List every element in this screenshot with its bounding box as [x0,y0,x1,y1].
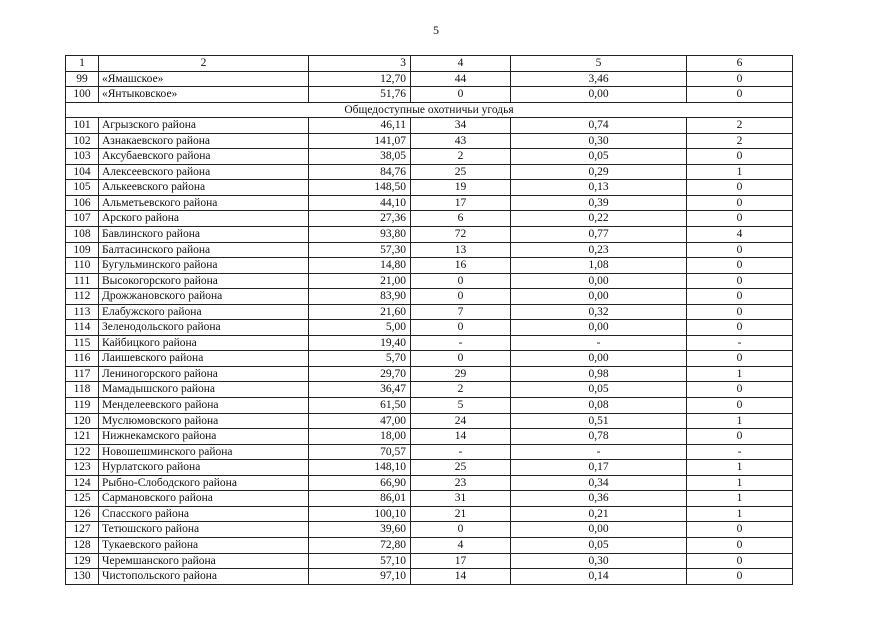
quota-value: - [687,444,793,460]
row-number: 119 [66,398,99,414]
area-value: 46,11 [309,118,411,134]
quota-value: 0 [687,195,793,211]
row-number: 125 [66,491,99,507]
row-number: 99 [66,71,99,87]
row-number: 111 [66,273,99,289]
density-value: 0,23 [511,242,687,258]
entity-name: «Ямашское» [99,71,309,87]
entity-name: Рыбно-Слободского района [99,475,309,491]
table-row [66,304,793,320]
table-row [66,491,793,507]
count-value: 72 [411,227,511,243]
area-value: 5,70 [309,351,411,367]
entity-name: Балтасинского района [99,242,309,258]
table-row [66,444,793,460]
density-value: 0,00 [511,320,687,336]
count-value: 0 [411,87,511,103]
row-number: 129 [66,553,99,569]
count-value: 13 [411,242,511,258]
entity-name: Бавлинского района [99,227,309,243]
density-value: 0,32 [511,304,687,320]
count-value: 23 [411,475,511,491]
row-number: 128 [66,537,99,553]
count-value: 7 [411,304,511,320]
density-value: 1,08 [511,258,687,274]
table-row [66,522,793,538]
density-value: 0,05 [511,149,687,165]
quota-value: 2 [687,133,793,149]
row-number: 112 [66,289,99,305]
entity-name: Высокогорского района [99,273,309,289]
count-value: 31 [411,491,511,507]
density-value: 0,30 [511,553,687,569]
entity-name: Бугульминского района [99,258,309,274]
header-cell: 1 [66,56,99,72]
table-row [66,227,793,243]
table-row [66,195,793,211]
row-number: 117 [66,366,99,382]
row-number: 118 [66,382,99,398]
area-value: 148,10 [309,460,411,476]
table-row [66,537,793,553]
table-row [66,553,793,569]
area-value: 141,07 [309,133,411,149]
row-number: 121 [66,429,99,445]
density-value: 3,46 [511,71,687,87]
area-value: 47,00 [309,413,411,429]
count-value: 14 [411,429,511,445]
density-value: 0,08 [511,398,687,414]
count-value: 25 [411,164,511,180]
entity-name: Тукаевского района [99,537,309,553]
header-cell: 2 [99,56,309,72]
quota-value: 1 [687,475,793,491]
row-number: 102 [66,133,99,149]
quota-value: 0 [687,71,793,87]
quota-value: 0 [687,537,793,553]
density-value: 0,21 [511,506,687,522]
density-value: 0,13 [511,180,687,196]
row-number: 108 [66,227,99,243]
area-value: 93,80 [309,227,411,243]
density-value: 0,51 [511,413,687,429]
table-row [66,118,793,134]
row-number: 106 [66,195,99,211]
entity-name: Аксубаевского района [99,149,309,165]
table-row [66,289,793,305]
table-row [66,351,793,367]
table-row [66,149,793,165]
area-value: 5,00 [309,320,411,336]
density-value: 0,00 [511,273,687,289]
quota-value: 0 [687,180,793,196]
table-row [66,71,793,87]
count-value: 0 [411,320,511,336]
row-number: 100 [66,87,99,103]
count-value: 4 [411,537,511,553]
header-cell: 3 [309,56,411,72]
count-value: - [411,335,511,351]
density-value: 0,77 [511,227,687,243]
table-row [66,242,793,258]
table-row [66,180,793,196]
quota-value: 0 [687,351,793,367]
table-row [66,87,793,103]
quota-value: 0 [687,211,793,227]
table-row [66,211,793,227]
density-value: 0,00 [511,522,687,538]
quota-value: 0 [687,522,793,538]
entity-name: Муслюмовского района [99,413,309,429]
quota-value: 0 [687,320,793,336]
area-value: 21,00 [309,273,411,289]
quota-value: 0 [687,87,793,103]
count-value: 0 [411,273,511,289]
count-value: 0 [411,522,511,538]
row-number: 101 [66,118,99,134]
entity-name: Лениногорского района [99,366,309,382]
count-value: 17 [411,553,511,569]
quota-value: 1 [687,460,793,476]
area-value: 83,90 [309,289,411,305]
table-row [66,335,793,351]
row-number: 116 [66,351,99,367]
section-title: Общедоступные охотничьи угодья [66,102,793,118]
table-row [66,273,793,289]
entity-name: Елабужского района [99,304,309,320]
row-number: 115 [66,335,99,351]
quota-value: 1 [687,491,793,507]
count-value: 29 [411,366,511,382]
header-row [66,56,793,72]
density-value: 0,00 [511,87,687,103]
density-value: 0,22 [511,211,687,227]
entity-name: Алексеевского района [99,164,309,180]
quota-value: 0 [687,569,793,585]
count-value: 2 [411,149,511,165]
area-value: 84,76 [309,164,411,180]
area-value: 39,60 [309,522,411,538]
area-value: 29,70 [309,366,411,382]
density-value: 0,39 [511,195,687,211]
quota-value: 0 [687,304,793,320]
row-number: 124 [66,475,99,491]
row-number: 120 [66,413,99,429]
density-value: 0,00 [511,289,687,305]
entity-name: Черемшанского района [99,553,309,569]
entity-name: Менделеевского района [99,398,309,414]
entity-name: Новошешминского района [99,444,309,460]
area-value: 86,01 [309,491,411,507]
density-value: - [511,444,687,460]
quota-value: 4 [687,227,793,243]
area-value: 38,05 [309,149,411,165]
quota-value: 0 [687,242,793,258]
quota-value: 0 [687,289,793,305]
quota-value: 0 [687,382,793,398]
count-value: 0 [411,289,511,305]
section-row [66,102,793,118]
row-number: 122 [66,444,99,460]
table-row [66,164,793,180]
density-value: 0,74 [511,118,687,134]
table-row [66,569,793,585]
quota-value: 0 [687,553,793,569]
area-value: 36,47 [309,382,411,398]
entity-name: Агрызского района [99,118,309,134]
area-value: 66,90 [309,475,411,491]
count-value: 44 [411,71,511,87]
count-value: 17 [411,195,511,211]
density-value: 0,30 [511,133,687,149]
entity-name: Азнакаевского района [99,133,309,149]
count-value: 21 [411,506,511,522]
header-cell: 4 [411,56,511,72]
entity-name: Альметьевского района [99,195,309,211]
area-value: 19,40 [309,335,411,351]
row-number: 123 [66,460,99,476]
count-value: 14 [411,569,511,585]
count-value: 25 [411,460,511,476]
row-number: 109 [66,242,99,258]
page-number: 5 [433,23,439,37]
quota-value: 0 [687,398,793,414]
row-number: 130 [66,569,99,585]
table-row [66,460,793,476]
density-value: 0,98 [511,366,687,382]
quota-value: 0 [687,258,793,274]
entity-name: Мамадышского района [99,382,309,398]
quota-value: 0 [687,149,793,165]
entity-name: Сармановского района [99,491,309,507]
density-value: 0,17 [511,460,687,476]
row-number: 110 [66,258,99,274]
table-row [66,398,793,414]
row-number: 103 [66,149,99,165]
quota-value: - [687,335,793,351]
area-value: 14,80 [309,258,411,274]
density-value: 0,14 [511,569,687,585]
entity-name: Спасского района [99,506,309,522]
entity-name: Лаишевского района [99,351,309,367]
count-value: 34 [411,118,511,134]
row-number: 114 [66,320,99,336]
hunting-grounds-table [65,55,793,585]
area-value: 61,50 [309,398,411,414]
row-number: 104 [66,164,99,180]
area-value: 51,76 [309,87,411,103]
row-number: 126 [66,506,99,522]
table-row [66,258,793,274]
entity-name: Чистопольского района [99,569,309,585]
entity-name: Нижнекамского района [99,429,309,445]
entity-name: Кайбицкого района [99,335,309,351]
entity-name: Дрожжановского района [99,289,309,305]
header-cell: 6 [687,56,793,72]
density-value: 0,05 [511,537,687,553]
entity-name: «Янтыковское» [99,87,309,103]
table-row [66,133,793,149]
count-value: 43 [411,133,511,149]
count-value: 0 [411,351,511,367]
entity-name: Нурлатского района [99,460,309,476]
count-value: 5 [411,398,511,414]
quota-value: 1 [687,413,793,429]
count-value: 16 [411,258,511,274]
table-row [66,320,793,336]
area-value: 70,57 [309,444,411,460]
count-value: 2 [411,382,511,398]
row-number: 127 [66,522,99,538]
count-value: 24 [411,413,511,429]
quota-value: 2 [687,118,793,134]
density-value: 0,36 [511,491,687,507]
table-row [66,413,793,429]
area-value: 12,70 [309,71,411,87]
area-value: 57,30 [309,242,411,258]
table-row [66,506,793,522]
entity-name: Арского района [99,211,309,227]
header-cell: 5 [511,56,687,72]
area-value: 27,36 [309,211,411,227]
density-value: 0,29 [511,164,687,180]
count-value: - [411,444,511,460]
density-value: 0,34 [511,475,687,491]
table-row [66,382,793,398]
density-value: 0,78 [511,429,687,445]
density-value: 0,00 [511,351,687,367]
quota-value: 0 [687,273,793,289]
area-value: 57,10 [309,553,411,569]
quota-value: 1 [687,366,793,382]
area-value: 100,10 [309,506,411,522]
entity-name: Алькеевского района [99,180,309,196]
area-value: 18,00 [309,429,411,445]
count-value: 6 [411,211,511,227]
entity-name: Тетюшского района [99,522,309,538]
table-row [66,429,793,445]
area-value: 148,50 [309,180,411,196]
area-value: 44,10 [309,195,411,211]
quota-value: 1 [687,164,793,180]
density-value: - [511,335,687,351]
row-number: 113 [66,304,99,320]
table-row [66,366,793,382]
quota-value: 0 [687,429,793,445]
area-value: 97,10 [309,569,411,585]
area-value: 21,60 [309,304,411,320]
density-value: 0,05 [511,382,687,398]
entity-name: Зеленодольского района [99,320,309,336]
area-value: 72,80 [309,537,411,553]
quota-value: 1 [687,506,793,522]
row-number: 105 [66,180,99,196]
count-value: 19 [411,180,511,196]
table-row [66,475,793,491]
row-number: 107 [66,211,99,227]
